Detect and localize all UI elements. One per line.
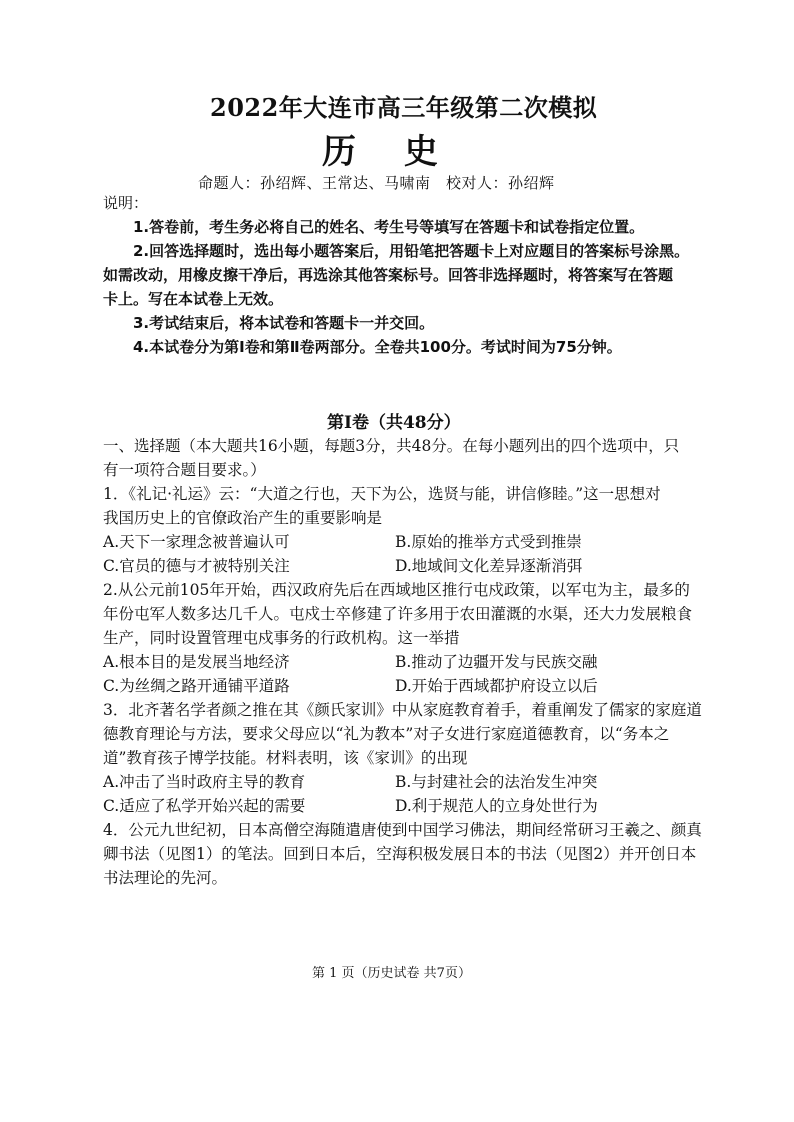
instruction-item-1: 1.答卷前，考生务必将自己的姓名、考生号等填写在答题卡和试卷指定位置。: [133, 218, 645, 236]
question-3-line-3: 道”教育孩子博学技能。材料表明，该《家训》的出现: [103, 749, 468, 767]
question-1-options-row-1: [103, 530, 703, 554]
question-2-option-d: D.开始于西域都护府设立以后: [395, 677, 598, 695]
question-4-line-3: 书法理论的先河。: [103, 869, 228, 887]
question-2-line-1: 2.从公元前105年开始，西汉政府先后在西域地区推行屯戍政策，以军屯为主，最多的: [103, 581, 690, 599]
section-title: 第Ⅰ卷（共48分）: [327, 413, 461, 433]
instruction-item-2-line-2: 如需改动，用橡皮擦干净后，再选涂其他答案标号。回答非选择题时，将答案写在答题: [103, 266, 674, 284]
question-1-option-b: B.原始的推举方式受到推崇: [395, 533, 582, 551]
section-intro-line-2: 有一项符合题目要求。）: [103, 461, 266, 479]
question-3-option-b: B.与封建社会的法治发生冲突: [395, 773, 598, 791]
subject-title: 历 史: [322, 132, 456, 172]
question-2-option-a: A.根本目的是发展当地经济: [103, 653, 290, 671]
instruction-item-2-line-1: 2.回答选择题时，选出每小题答案后，用铅笔把答题卡上对应题目的答案标号涂黑。: [133, 242, 690, 260]
question-4-line-2: 卿书法（见图1）的笔法。回到日本后，空海积极发展日本的书法（见图2）并开创日本: [103, 845, 697, 863]
question-1-option-d: D.地域间文化差异逐渐消弭: [395, 557, 583, 575]
exam-title: 2022年大连市高三年级第二次模拟: [210, 93, 598, 122]
instructions-body: [103, 216, 703, 360]
question-3-options-row-2: [103, 794, 703, 818]
question-3-options-row-1: [103, 770, 703, 794]
question-1-line-1: 1．《礼记·礼运》云：“大道之行也，天下为公，选贤与能，讲信修睦。”这一思想对: [103, 485, 661, 503]
question-3-option-a: A.冲击了当时政府主导的教育: [103, 773, 306, 791]
author-line: 命题人：孙绍辉、王常达、马啸南 校对人：孙绍辉: [198, 174, 555, 192]
question-4-line-1: 4．公元九世纪初，日本高僧空海随遣唐使到中国学习佛法，期间经常研习王羲之、颜真: [103, 821, 702, 839]
questions-area: [103, 434, 703, 890]
question-3-option-d: D.利于规范人的立身处世行为: [395, 797, 598, 815]
instruction-item-4: 4.本试卷分为第Ⅰ卷和第Ⅱ卷两部分。全卷共100分。考试时间为75分钟。: [133, 338, 622, 356]
question-2-options-row-2: [103, 674, 703, 698]
question-1-line-2: 我国历史上的官僚政治产生的重要影响是: [103, 509, 383, 527]
question-2-line-2: 年份屯军人数多达几千人。屯戍士卒修建了许多用于农田灌溉的水渠，还大力发展粮食: [103, 605, 693, 623]
instruction-item-2-line-3: 卡上。写在本试卷上无效。: [103, 290, 284, 308]
question-3-line-2: 德教育理论与方法，要求父母应以“礼为教本”对子女进行家庭道德教育，以“务本之: [103, 725, 670, 743]
question-3-line-1: 3．北齐著名学者颜之推在其《颜氏家训》中从家庭教育着手，着重阐发了儒家的家庭道: [103, 701, 702, 719]
question-3-option-c: C.适应了私学开始兴起的需要: [103, 797, 306, 815]
question-2-options-row-1: [103, 650, 703, 674]
instruction-item-3: 3.考试结束后，将本试卷和答题卡一并交回。: [133, 314, 435, 332]
section-intro-line-1: 一、选择题（本大题共16小题，每题3分，共48分。在每小题列出的四个选项中，只: [103, 437, 680, 455]
question-1-options-row-2: [103, 554, 703, 578]
question-2-line-3: 生产，同时设置管理屯戍事务的行政机构。这一举措: [103, 629, 460, 647]
question-2-option-c: C.为丝绸之路开通铺平道路: [103, 677, 290, 695]
instructions: [103, 192, 703, 216]
page-footer: 第 1 页（历史试卷 共7页）: [312, 966, 471, 981]
question-1-option-a: A.天下一家理念被普遍认可: [103, 533, 290, 551]
instructions-heading: 说明：: [103, 194, 149, 212]
question-1-option-c: C.官员的德与才被特别关注: [103, 557, 290, 575]
question-2-option-b: B.推动了边疆开发与民族交融: [395, 653, 598, 671]
